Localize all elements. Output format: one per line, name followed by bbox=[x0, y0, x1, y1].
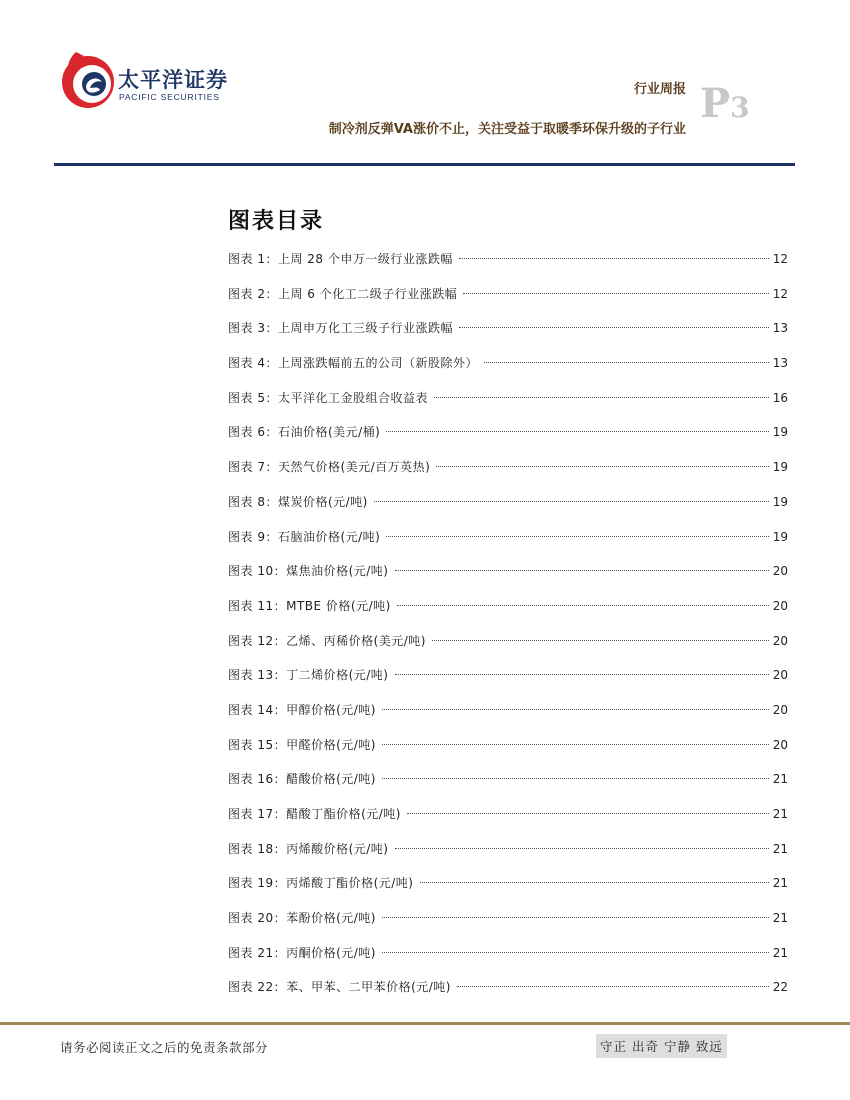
toc-entry-page: 13 bbox=[772, 321, 788, 336]
toc-leader-dots bbox=[463, 293, 769, 294]
toc-entry-label: 图表 11：MTBE 价格(元/吨) bbox=[228, 598, 391, 613]
page-letter: P bbox=[700, 80, 731, 127]
pacific-securities-logo-icon bbox=[60, 44, 118, 112]
toc-entry-page: 20 bbox=[772, 737, 788, 752]
toc-leader-dots bbox=[407, 813, 769, 814]
toc-entry[interactable] bbox=[228, 597, 788, 632]
toc-leader-dots bbox=[382, 744, 769, 745]
toc-entry[interactable] bbox=[228, 978, 788, 1013]
toc-entry-label: 图表 20：苯酚价格(元/吨) bbox=[228, 911, 376, 926]
toc-entry-page: 16 bbox=[772, 390, 788, 405]
toc-entry[interactable] bbox=[228, 632, 788, 667]
toc-leader-dots bbox=[436, 466, 768, 467]
toc-entry-label: 图表 9：石脑油价格(元/吨) bbox=[228, 529, 381, 544]
toc-entry-label: 图表 7：天然气价格(美元/百万英热) bbox=[228, 460, 431, 475]
toc-entry[interactable] bbox=[228, 250, 788, 285]
toc-entry-label: 图表 2：上周 6 个化工二级子行业涨跌幅 bbox=[228, 286, 458, 301]
toc-entry[interactable] bbox=[228, 909, 788, 944]
page-number: 3 bbox=[730, 91, 750, 124]
toc-entry-page: 12 bbox=[772, 252, 788, 266]
toc-entry-page: 20 bbox=[772, 564, 788, 579]
toc-leader-dots bbox=[395, 848, 769, 849]
toc-entry-page: 19 bbox=[772, 494, 788, 509]
toc-entry-page: 19 bbox=[772, 425, 788, 440]
toc-leader-dots bbox=[382, 952, 769, 953]
toc-leader-dots bbox=[434, 397, 769, 398]
toc-entry-label: 图表 22：苯、甲苯、二甲苯价格(元/吨) bbox=[228, 980, 451, 995]
toc-entry[interactable] bbox=[228, 389, 788, 424]
toc-entry-label: 图表 6：石油价格(美元/桶) bbox=[228, 425, 381, 440]
toc-entry-page: 21 bbox=[772, 772, 788, 787]
toc-leader-dots bbox=[374, 501, 769, 502]
toc-entry-label: 图表 19：丙烯酸丁酯价格(元/吨) bbox=[228, 876, 414, 891]
toc-entry-label: 图表 15：甲醛价格(元/吨) bbox=[228, 737, 376, 752]
toc-entry[interactable] bbox=[228, 701, 788, 736]
toc-list bbox=[228, 250, 788, 1013]
toc-entry[interactable] bbox=[228, 840, 788, 875]
toc-entry-label: 图表 17：醋酸丁酯价格(元/吨) bbox=[228, 807, 401, 821]
toc-entry-page: 12 bbox=[772, 286, 788, 301]
toc-leader-dots bbox=[457, 986, 769, 987]
toc-entry-page: 20 bbox=[772, 702, 788, 717]
toc-leader-dots bbox=[395, 674, 769, 675]
toc-entry[interactable] bbox=[228, 562, 788, 597]
toc-entry-label: 图表 3：上周申万化工三级子行业涨跌幅 bbox=[228, 321, 453, 336]
toc-entry[interactable] bbox=[228, 528, 788, 563]
toc-entry-page: 20 bbox=[772, 598, 788, 613]
toc-leader-dots bbox=[382, 917, 769, 918]
toc-entry-label: 图表 5：太平洋化工金股组合收益表 bbox=[228, 390, 428, 405]
toc-entry[interactable] bbox=[228, 354, 788, 389]
toc-entry-page: 20 bbox=[772, 668, 788, 683]
toc-entry-label: 图表 10：煤焦油价格(元/吨) bbox=[228, 564, 389, 579]
toc-entry[interactable] bbox=[228, 423, 788, 458]
company-logo bbox=[60, 44, 250, 114]
report-type: 行业周报 bbox=[633, 82, 686, 97]
toc-entry-label: 图表 16：醋酸价格(元/吨) bbox=[228, 772, 376, 787]
header-divider bbox=[54, 163, 795, 166]
toc-entry[interactable] bbox=[228, 285, 788, 320]
toc-entry[interactable] bbox=[228, 770, 788, 805]
toc-entry-label: 图表 18：丙烯酸价格(元/吨) bbox=[228, 841, 389, 856]
toc-leader-dots bbox=[459, 258, 769, 259]
toc-entry[interactable] bbox=[228, 493, 788, 528]
toc-entry[interactable] bbox=[228, 874, 788, 909]
toc-entry[interactable] bbox=[228, 666, 788, 701]
toc-entry-page: 21 bbox=[772, 876, 788, 891]
toc-entry-page: 21 bbox=[772, 945, 788, 960]
toc-entry[interactable] bbox=[228, 805, 788, 840]
logo-chinese-name: 太平洋证券 bbox=[118, 68, 228, 92]
toc-leader-dots bbox=[484, 362, 769, 363]
toc-entry-page: 22 bbox=[772, 980, 788, 995]
page-number-label bbox=[700, 80, 750, 127]
toc-entry[interactable] bbox=[228, 944, 788, 979]
footer-motto: 守正 出奇 宁静 致远 bbox=[596, 1034, 727, 1058]
footer-divider bbox=[0, 1022, 850, 1025]
toc-entry-page: 21 bbox=[772, 807, 788, 821]
toc-entry-page: 21 bbox=[772, 841, 788, 856]
toc-leader-dots bbox=[432, 640, 769, 641]
toc-entry-label: 图表 4：上周涨跌幅前五的公司（新股除外） bbox=[228, 356, 478, 371]
toc-entry-page: 20 bbox=[772, 633, 788, 648]
toc-leader-dots bbox=[397, 605, 769, 606]
logo-english-name: PACIFIC SECURITIES bbox=[119, 92, 220, 102]
toc-entry-page: 19 bbox=[772, 460, 788, 475]
toc-entry-label: 图表 14：甲醇价格(元/吨) bbox=[228, 702, 376, 717]
toc-leader-dots bbox=[395, 570, 769, 571]
toc-entry-page: 13 bbox=[772, 356, 788, 371]
toc-entry-page: 21 bbox=[772, 911, 788, 926]
toc-entry[interactable] bbox=[228, 736, 788, 771]
toc-entry-label: 图表 8：煤炭价格(元/吨) bbox=[228, 494, 368, 509]
toc-entry-label: 图表 12：乙烯、丙稀价格(美元/吨) bbox=[228, 633, 426, 648]
toc-heading: 图表目录 bbox=[228, 209, 325, 234]
report-title: 制冷剂反弹VA涨价不止，关注受益于取暖季环保升级的子行业 bbox=[328, 122, 686, 137]
footer-disclaimer: 请务必阅读正文之后的免责条款部分 bbox=[60, 1040, 269, 1055]
toc-entry[interactable] bbox=[228, 458, 788, 493]
toc-leader-dots bbox=[386, 431, 768, 432]
toc-leader-dots bbox=[382, 778, 769, 779]
toc-leader-dots bbox=[386, 536, 768, 537]
toc-entry-page: 19 bbox=[772, 529, 788, 544]
toc-entry-label: 图表 13：丁二烯价格(元/吨) bbox=[228, 668, 389, 683]
toc-entry[interactable] bbox=[228, 319, 788, 354]
toc-entry-label: 图表 21：丙酮价格(元/吨) bbox=[228, 945, 376, 960]
toc-leader-dots bbox=[420, 882, 769, 883]
toc-leader-dots bbox=[459, 327, 769, 328]
toc-entry-label: 图表 1：上周 28 个申万一级行业涨跌幅 bbox=[228, 252, 453, 266]
toc-leader-dots bbox=[382, 709, 769, 710]
